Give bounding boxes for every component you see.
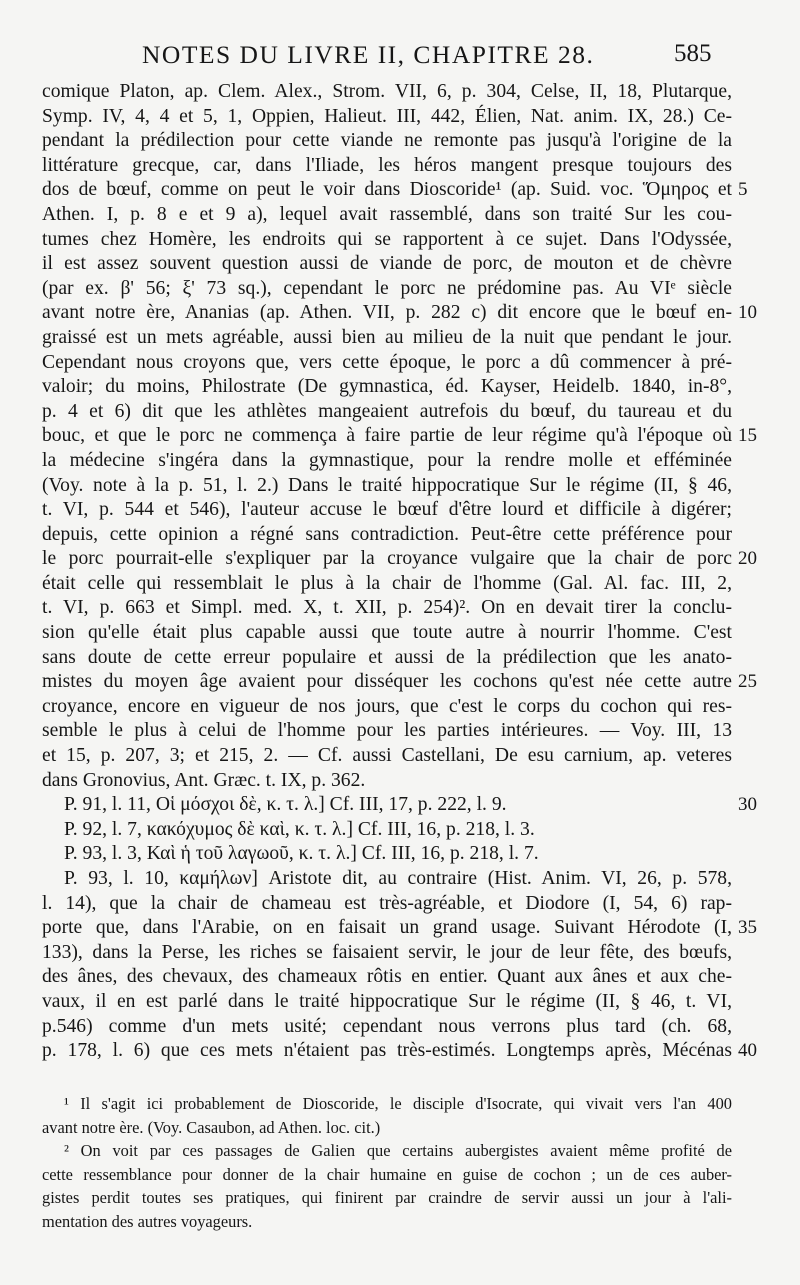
footnote-line: gistes perdit toutes ses pratiques, qui finirent par craindre de servir aussi un jour à l'ali- — [42, 1188, 732, 1208]
line-number: 20 — [738, 548, 757, 570]
text-line: sans doute de cette erreur populaire et aussi de la prédilection que les anato- — [42, 646, 732, 668]
line-number: 5 — [738, 179, 748, 201]
text-line: était celle qui ressemblait le plus à la chair de l'homme (Gal. Al. fac. III, 2, — [42, 572, 732, 594]
text-line: p.546) comme d'un mets usité; cependant nous verrons plus tard (ch. 68, — [42, 1015, 732, 1037]
text-line: pendant la prédilection pour cette viande ne remonte pas jusqu'à l'origine de la — [42, 130, 732, 152]
text-line: t. VI, p. 544 et 546), l'auteur accuse le bœuf d'être lourd et difficile à digérer; — [42, 499, 732, 521]
text-line: littérature grecque, car, dans l'Iliade, les héros mangent presque toujours des — [42, 154, 732, 176]
text-line: semble le plus à celui de l'homme pour les parties intérieures. — Voy. III, 13 — [42, 720, 732, 742]
text-line: dos de bœuf, comme on peut le voir dans Dioscoride¹ (ap. Suid. voc. Ὅμηρος et — [42, 179, 732, 201]
text-line: dans Gronovius, Ant. Græc. t. IX, p. 362. — [42, 769, 366, 791]
text-line: Athen. I, p. 8 e et 9 a), lequel avait rassemblé, dans son traité Sur les cou- — [42, 203, 732, 225]
text-line: porte que, dans l'Arabie, on en faisait un grand usage. Suivant Hérodote (I, — [42, 917, 732, 939]
running-title: NOTES DU LIVRE II, CHAPITRE 28. — [142, 40, 595, 69]
text-line: il est assez souvent question aussi de viande de porc, de mouton et de chèvre — [42, 253, 732, 275]
text-line: vaux, il en est parlé dans le traité hippocratique Sur le régime (II, § 46, t. VI, — [42, 990, 732, 1012]
text-line: tumes chez Homère, les endroits qui se rapportent à ce sujet. Dans l'Odyssée, — [42, 228, 732, 250]
text-line: croyance, encore en vigueur de nos jours, que c'est le corps du cochon qui res- — [42, 695, 732, 717]
line-number: 35 — [738, 917, 757, 939]
text-line: Symp. IV, 4, 4 et 5, 1, Oppien, Halieut. III, 442, Élien, Nat. anim. IX, 28.) Ce- — [42, 105, 732, 127]
text-line: Cependant nous croyons que, vers cette époque, le porc a dû commencer à pré- — [42, 351, 732, 373]
line-number: 40 — [738, 1040, 757, 1062]
note-entry: P. 93, l. 10, καμήλων] Aristote dit, au contraire (Hist. Anim. VI, 26, p. 578, — [64, 868, 732, 889]
line-number: 15 — [738, 425, 757, 447]
line-number: 25 — [738, 671, 757, 693]
note-entry: P. 91, l. 11, Οἱ μόσχοι δὲ, κ. τ. λ.] Cf. III, 17, p. 222, l. 9. — [64, 794, 507, 816]
text-line: depuis, cette opinion a régné sans contradiction. Peut-être cette préférence pour — [42, 523, 732, 545]
text-line: p. 178, l. 6) que ces mets n'étaient pas très-estimés. Longtemps après, Mécénas — [42, 1040, 732, 1062]
text-line: des ânes, des chevaux, des chameaux rôtis en entier. Quant aux ânes et aux che- — [42, 966, 732, 988]
note-entry: P. 92, l. 7, κακόχυμος δὲ καὶ, κ. τ. λ.] Cf. III, 16, p. 218, l. 3. — [64, 818, 535, 840]
footnote-line: mentation des autres voyageurs. — [42, 1211, 253, 1231]
text-line: l. 14), que la chair de chameau est très-agréable, et Diodore (I, 54, 6) rap- — [42, 892, 732, 914]
page-header — [0, 40, 800, 76]
page-number: 585 — [674, 40, 712, 67]
text-line: avant notre ère, Ananias (ap. Athen. VII, p. 282 c) dit encore que le bœuf en- — [42, 302, 732, 324]
text-line: la médecine s'ingéra dans la gymnastique, pour la rendre molle et efféminée — [42, 449, 732, 471]
footnote-line: avant notre ère. (Voy. Casaubon, ad Athen. loc. cit.) — [42, 1117, 381, 1137]
footnote-line: cette ressemblance pour donner de la chair humaine en guise de cochon ; un de ces auber- — [42, 1164, 732, 1184]
text-line: comique Platon, ap. Clem. Alex., Strom. VII, 6, p. 304, Celse, II, 18, Plutarque, — [42, 81, 732, 102]
text-line: bouc, et que le porc ne commença à faire partie de leur régime qu'à l'époque où — [42, 425, 732, 447]
footnote-line: ¹ Il s'agit ici probablement de Dioscoride, le disciple d'Isocrate, qui vivait vers l'an 400 — [64, 1094, 732, 1113]
footnotes — [42, 1092, 732, 1234]
footnote-line: ² On voit par ces passages de Galien que certains aubergistes avaient même profité de — [64, 1141, 732, 1161]
line-number: 30 — [738, 794, 757, 816]
line-number: 10 — [738, 302, 757, 324]
text-line: graissé est un mets agréable, aussi bien au milieu de la nuit que pendant le jour. — [42, 326, 732, 348]
text-line: 133), dans la Perse, les riches se faisaient servir, le jour de leur fête, des bœufs, — [42, 941, 732, 963]
text-line: p. 4 et 6) dit que les athlètes mangeaient autrefois du bœuf, du taureau et du — [42, 400, 732, 422]
text-line: t. VI, p. 663 et Simpl. med. X, t. XII, p. 254)². On en devait tirer la conclu- — [42, 597, 732, 619]
main-text — [42, 80, 732, 1064]
text-line: (par ex. β' 56; ξ' 73 sq.), cependant le porc ne prédomine pas. Au VIᵉ siècle — [42, 277, 732, 299]
text-line: valoir; du moins, Philostrate (De gymnastica, éd. Kayser, Heidelb. 1840, in-8°, — [42, 376, 732, 398]
text-line: (Voy. note à la p. 51, l. 2.) Dans le traité hippocratique Sur le régime (II, § 46, — [42, 474, 732, 496]
text-line: sion qu'elle était plus capable aussi que toute autre à nourrir l'homme. C'est — [42, 622, 732, 644]
note-entry: P. 93, l. 3, Καὶ ἡ τοῦ λαγωοῦ, κ. τ. λ.] Cf. III, 16, p. 218, l. 7. — [64, 843, 539, 865]
text-line: et 15, p. 207, 3; et 215, 2. — Cf. aussi Castellani, De esu carnium, ap. veteres — [42, 745, 732, 767]
text-line: le porc pourrait-elle s'expliquer par la croyance vulgaire que la chair de porc — [42, 548, 732, 570]
text-line: mistes du moyen âge avaient pour disséquer les cochons qu'est née cette autre — [42, 671, 732, 693]
